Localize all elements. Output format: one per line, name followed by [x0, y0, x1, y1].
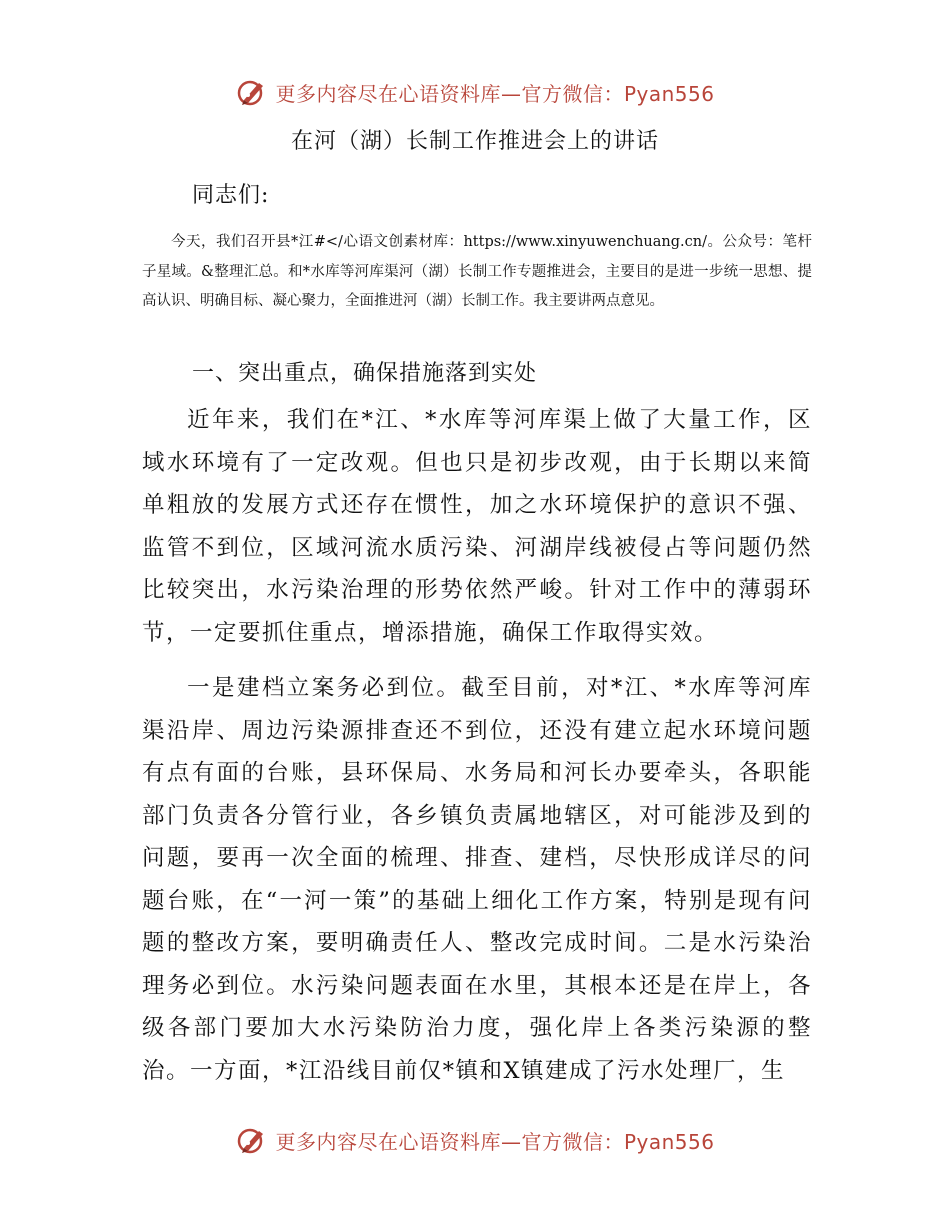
body-paragraph-1: 近年来，我们在*江、*水库等河库渠上做了大量工作，区域水环境有了一定改观。但也只是初步改观，由于长期以来简单粗放的发展方式还存在惯性，加之水环境保护的意识不强、监管不到位，区域河流水质污染、河湖岸线被侵占等问题仍然比较突出，水污染治理的形势依然严峻。针对工作中的薄弱环节，一定要抓住重点，增添措施，确保工作取得实效。 — [142, 407, 812, 646]
footer-banner — [0, 1120, 950, 1160]
banner-text: 更多内容尽在心语资料库—官方微信：Pyan556 — [275, 81, 715, 106]
salutation: 同志们: — [192, 183, 270, 208]
section-heading-1: 一、突出重点，确保措施落到实处 — [192, 361, 538, 386]
pen-logo-icon — [235, 75, 269, 109]
header-banner — [0, 72, 950, 112]
banner-text: 更多内容尽在心语资料库—官方微信：Pyan556 — [275, 1129, 715, 1154]
intro-paragraph: 今天，我们召开县*江#</心语文创素材库：https://www.xinyuwenchuang.cn/。公众号：笔杆子星域。&整理汇总。和*水库等河库渠河（湖）长制工作专题推进会，主要目的是进一步统一思想、提高认识、明确目标、凝心聚力，全面推进河（湖）长制工作。我主要讲两点意见。 — [142, 234, 812, 309]
document-title: 在河（湖）长制工作推进会上的讲话 — [290, 129, 659, 154]
body-paragraph-2: 一是建档立案务必到位。截至目前，对*江、*水库等河库渠沿岸、周边污染源排查还不到位，还没有建立起水环境问题有点有面的台账，县环保局、水务局和河长办要牵头，各职能部门负责各分管行业，各乡镇负责属地辖区，对可能涉及到的问题，要再一次全面的梳理、排查、建档，尽快形成详尽的问题台账，在“一河一策”的基础上细化工作方案，特别是现有问题的整改方案，要明确责任人、整改完成时间。二是水污染治理务必到位。水污染问题表面在水里，其根本还是在岸上，各级各部门要加大水污染防治力度，强化岸上各类污染源的整治。一方面，*江沿线目前仅*镇和X镇建成了污水处理厂，生 — [142, 675, 812, 1084]
pen-logo-icon — [235, 1123, 269, 1157]
